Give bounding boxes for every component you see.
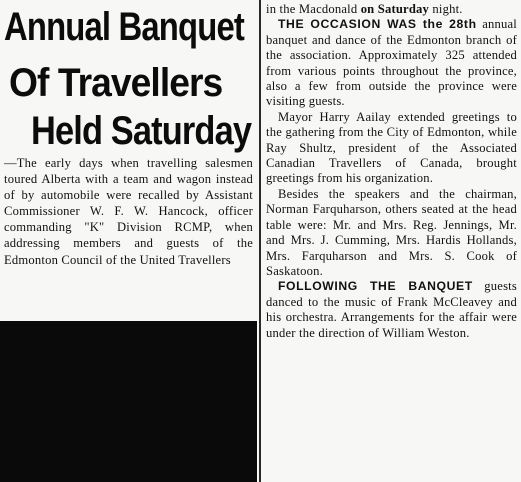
paragraph-mayor: Mayor Harry Aailay extended greetings to the gathering from the City of Edmonton, while Ray Shultz, president of the Associated Canadian Travellers of Canada, brought greetings from his organization. (266, 109, 517, 186)
occasion-caps: THE OCCASION WAS the 28th (278, 17, 477, 32)
following-rest: guests danced to the music of Frank McCleavey and his orchestra. Arrangements for the affair were under the direction of William Weston. (266, 279, 517, 340)
headline-line-3: Held Saturday (31, 109, 252, 153)
paragraph-following (266, 279, 517, 341)
paragraph-occasion (266, 17, 517, 109)
right-column (266, 2, 517, 341)
headline-line-1: Annual Banquet (4, 5, 244, 49)
column-divider (259, 0, 261, 482)
p1-bold: on Saturday (360, 2, 430, 16)
paragraph-head-table: Besides the speakers and the chairman, Norman Farquharson, others seated at the head table were: Mr. and Mrs. Reg. Jennings, Mr. and Mrs. J. Cumming, Mrs. Hardis Hollands, Mrs. Farquharson and Mrs. S. Cook of Saskatoon. (266, 186, 517, 278)
occasion-rest: annual banquet and dance of the Edmonton branch of the association. Approximately 325 attended from various points throughout the province, also a few from outside the province were visiting guests. (266, 17, 517, 109)
left-column-body (4, 155, 253, 268)
headline-line-2: Of Travellers (9, 61, 223, 105)
following-caps: FOLLOWING THE BANQUET (278, 279, 473, 294)
paragraph-continuation (266, 2, 517, 17)
black-redaction-block (0, 321, 257, 482)
lead-paragraph: —The early days when travelling salesmen toured Alberta with a team and wagon instead of by automobile were recalled by Assistant Commissioner W. F. W. Hancock, officer commanding "K" Division RCMP, when addressing members and guests of the Edmonton Council of the United Travellers (4, 156, 253, 267)
p1-start: in the Macdonald (266, 2, 361, 16)
p1-end: night. (429, 2, 463, 16)
left-column (0, 0, 257, 482)
